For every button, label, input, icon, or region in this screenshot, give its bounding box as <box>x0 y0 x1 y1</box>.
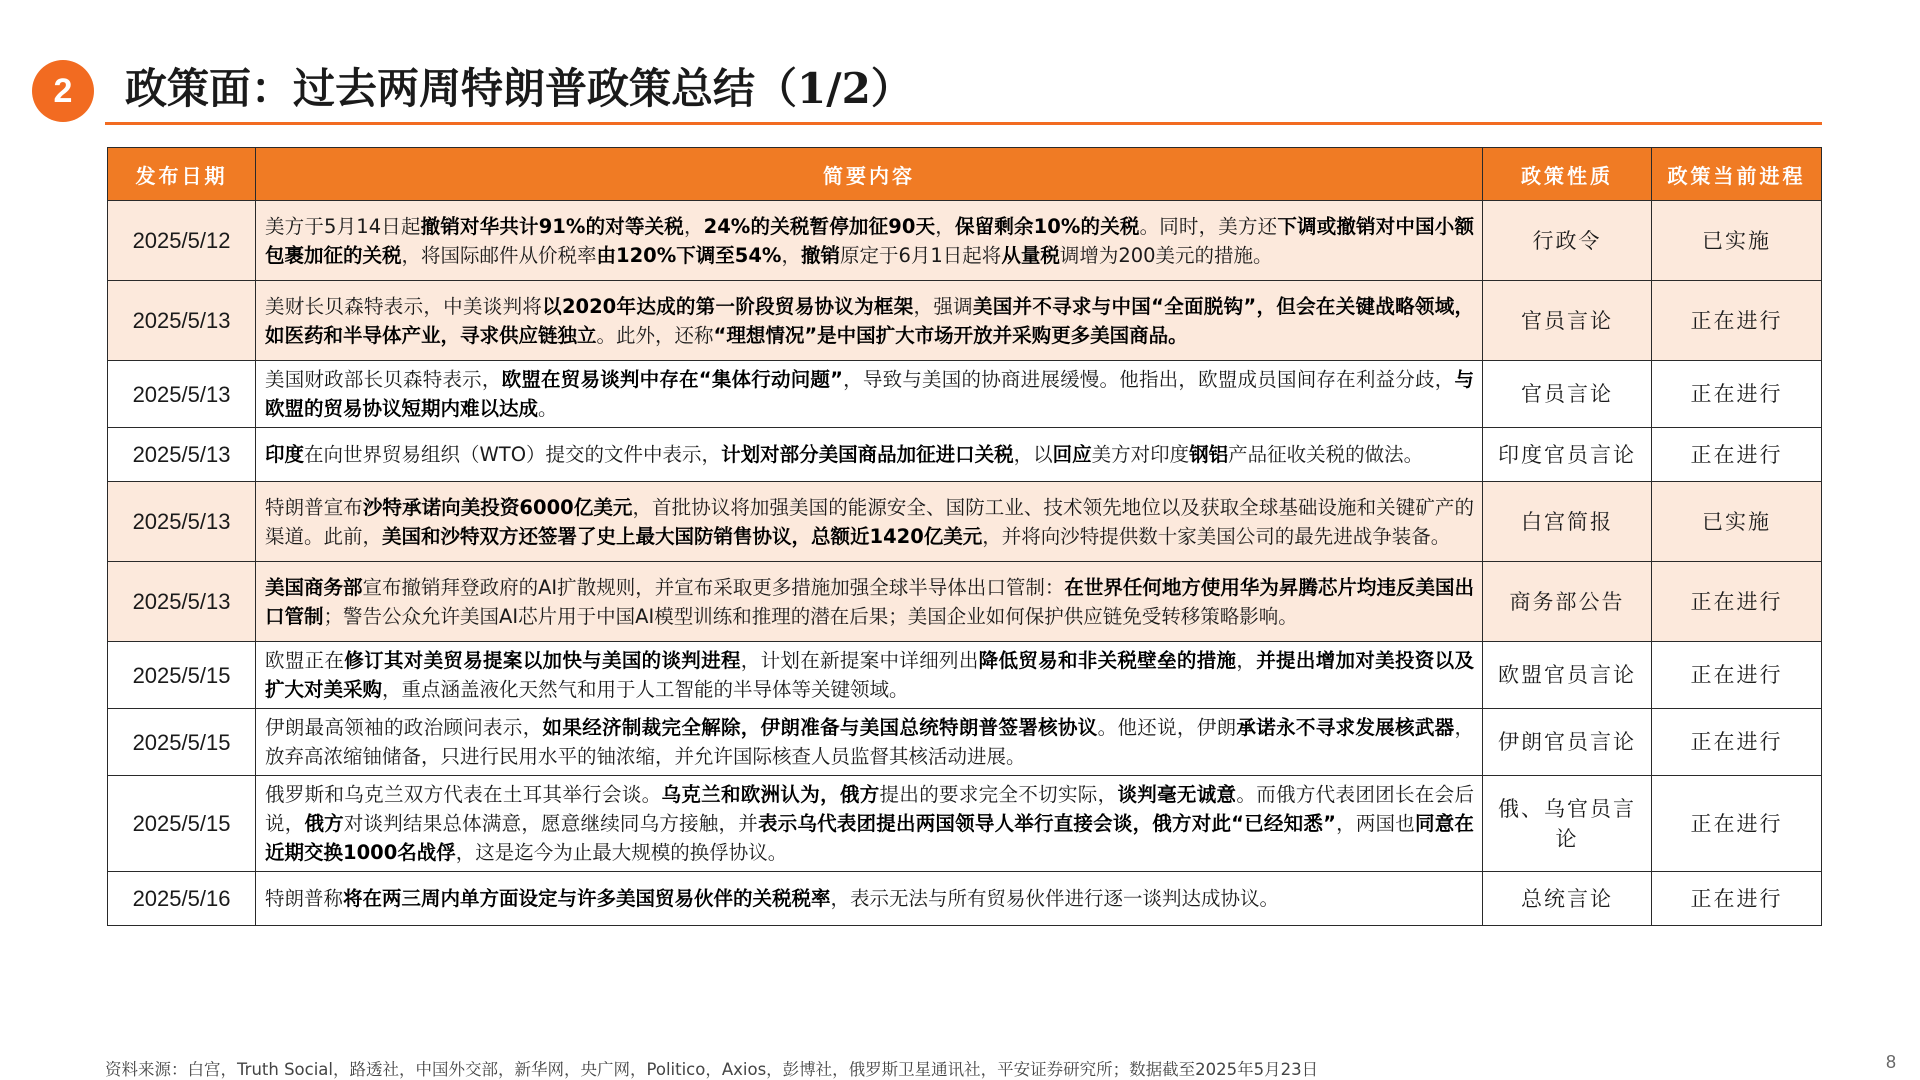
cell-date: 2025/5/13 <box>108 281 256 361</box>
content-highlight: 美国和沙特双方还签署了史上最大国防销售协议，总额近1420亿美元 <box>382 524 983 548</box>
column-header-date: 发布日期 <box>108 148 256 201</box>
content-text: 。此外，还称 <box>596 323 714 347</box>
content-text: 对谈判结果总体满意，愿意继续同乌方接触，并 <box>343 812 758 835</box>
column-header-nature: 政策性质 <box>1483 148 1652 201</box>
content-highlight: 钢铝 <box>1189 443 1229 466</box>
cell-date: 2025/5/16 <box>108 872 256 926</box>
cell-policy-progress: 正在进行 <box>1652 562 1822 642</box>
cell-date: 2025/5/15 <box>108 776 256 872</box>
table-body <box>108 201 1822 926</box>
content-text: 欧盟正在 <box>265 649 345 672</box>
content-highlight: 降低贸易和非关税壁垒的措施 <box>978 649 1237 672</box>
content-text: 伊朗最高领袖的政治顾问表示， <box>265 716 543 739</box>
table-row <box>108 562 1822 642</box>
content-text: 原定于6月1日起将 <box>839 243 1002 267</box>
content-highlight: 撤销 <box>800 243 840 267</box>
cell-content <box>256 776 1483 872</box>
content-text: ， <box>935 214 955 238</box>
cell-content <box>256 482 1483 562</box>
content-highlight: 印度 <box>265 443 305 466</box>
table-row <box>108 281 1822 361</box>
cell-policy-progress: 正在进行 <box>1652 776 1822 872</box>
content-text: ，两国也 <box>1335 812 1415 835</box>
content-text: ， <box>683 214 704 238</box>
cell-policy-progress: 正在进行 <box>1652 428 1822 482</box>
cell-policy-nature: 行政令 <box>1483 201 1652 281</box>
content-highlight: 乌克兰和欧洲认为，俄方 <box>661 783 880 806</box>
content-text: 调增为200美元的措施。 <box>1059 243 1273 267</box>
content-text: 。 <box>538 397 558 420</box>
content-highlight: 美国并不寻求与中国“全面脱钩”，但会在关键战略领域，如医药和半导体产业，寻求供应链独立 <box>265 294 1474 347</box>
table-header-row <box>108 148 1822 201</box>
table-row <box>108 642 1822 709</box>
content-text: 美国财政部长贝森特表示， <box>265 368 502 391</box>
page-title: 政策面：过去两周特朗普政策总结（1/2） <box>125 64 913 113</box>
content-highlight: 撤销对华共计91%的对等关税 <box>420 214 684 238</box>
page-number: 8 <box>1885 1052 1896 1072</box>
cell-policy-progress: 正在进行 <box>1652 709 1822 776</box>
cell-content <box>256 361 1483 428</box>
content-highlight: 从量税 <box>1001 243 1060 267</box>
cell-policy-nature: 印度官员言论 <box>1483 428 1652 482</box>
table-row <box>108 709 1822 776</box>
content-text: ，首批协议将加强美国的能源安全、国防工业、技术领先地位以及获取全球基础设施和关键矿产的渠道。此前， <box>265 495 1474 548</box>
content-text: 产品征收关税的做法。 <box>1228 443 1424 466</box>
content-highlight: 沙特承诺向美投资6000亿美元 <box>362 495 633 519</box>
content-text: ，表示无法与所有贸易伙伴进行逐一谈判达成协议。 <box>830 887 1280 910</box>
content-highlight: 保留剩余10%的关税 <box>954 214 1140 238</box>
cell-content <box>256 642 1483 709</box>
content-highlight: 在世界任何地方使用华为昇腾芯片均违反美国出口管制 <box>265 575 1474 628</box>
cell-policy-progress: 正在进行 <box>1652 361 1822 428</box>
content-highlight: “理想情况”是中国扩大市场开放并采购更多美国商品。 <box>713 323 1188 347</box>
column-header-content: 简要内容 <box>256 148 1483 201</box>
column-header-progress: 政策当前进程 <box>1652 148 1822 201</box>
content-highlight: 修订其对美贸易提案以加快与美国的谈判进程 <box>344 649 741 672</box>
table-row <box>108 776 1822 872</box>
content-text: ，导致与美国的协商进展缓慢。他指出，欧盟成员国间存在利益分歧， <box>842 368 1455 391</box>
content-highlight: 24%的关税暂停加征90天 <box>703 214 936 238</box>
content-highlight: 与欧盟的贸易协议短期内难以达成 <box>265 368 1474 420</box>
cell-content <box>256 562 1483 642</box>
content-text: 。而俄方代表团团长在会后说， <box>265 783 1474 835</box>
content-highlight: 以2020年达成的第一阶段贸易协议为框架 <box>542 294 914 318</box>
cell-content <box>256 872 1483 926</box>
content-highlight: 如果经济制裁完全解除，伊朗准备与美国总统特朗普签署核协议 <box>542 716 1098 739</box>
cell-policy-nature: 总统言论 <box>1483 872 1652 926</box>
content-text: ，并将向沙特提供数十家美国公司的最先进战争装备。 <box>982 524 1451 548</box>
cell-content <box>256 281 1483 361</box>
section-number-badge: 2 <box>32 60 94 122</box>
content-highlight: 谈判毫无诚意 <box>1117 783 1237 806</box>
content-highlight: 计划对部分美国商品加征进口关税 <box>721 443 1014 466</box>
cell-policy-nature: 官员言论 <box>1483 361 1652 428</box>
content-text: ，放弃高浓缩铀储备，只进行民用水平的铀浓缩，并允许国际核查人员监督其核活动进展。 <box>265 716 1474 768</box>
content-highlight: 将在两三周内单方面设定与许多美国贸易伙伴的关税税率 <box>343 887 831 910</box>
cell-date: 2025/5/12 <box>108 201 256 281</box>
cell-policy-progress: 已实施 <box>1652 482 1822 562</box>
policy-summary-table <box>107 147 1822 926</box>
content-highlight: 俄方 <box>304 812 344 835</box>
content-text: 美方对印度 <box>1091 443 1190 466</box>
content-text: ， <box>1236 649 1257 672</box>
cell-date: 2025/5/15 <box>108 642 256 709</box>
cell-policy-nature: 欧盟官员言论 <box>1483 642 1652 709</box>
content-text: ，将国际邮件从价税率 <box>401 243 597 267</box>
content-highlight: 欧盟在贸易谈判中存在“集体行动问题” <box>501 368 843 391</box>
content-highlight: 由120%下调至54% <box>596 243 782 267</box>
cell-content <box>256 201 1483 281</box>
table-row <box>108 872 1822 926</box>
content-text: ，计划在新提案中详细列出 <box>740 649 979 672</box>
content-text: ，以 <box>1013 443 1053 466</box>
content-text: ；警告公众允许美国AI芯片用于中国AI模型训练和推理的潜在后果；美国企业如何保护供应链免受转移策略影响。 <box>323 604 1298 628</box>
cell-policy-progress: 正在进行 <box>1652 642 1822 709</box>
cell-policy-progress: 正在进行 <box>1652 281 1822 361</box>
table-row <box>108 482 1822 562</box>
content-text: ，强调 <box>913 294 973 318</box>
content-text: 。同时，美方还 <box>1139 214 1278 238</box>
cell-policy-nature: 官员言论 <box>1483 281 1652 361</box>
cell-policy-nature: 白宫简报 <box>1483 482 1652 562</box>
cell-date: 2025/5/13 <box>108 361 256 428</box>
content-text: 美财长贝森特表示，中美谈判将 <box>265 294 543 318</box>
content-text: 。他还说，伊朗 <box>1097 716 1237 739</box>
content-text: 特朗普宣布 <box>265 495 363 519</box>
content-text: ，这是迄今为止最大规模的换俘协议。 <box>455 841 788 864</box>
content-text: 在向世界贸易组织（WTO）提交的文件中表示， <box>304 443 722 466</box>
table-row <box>108 201 1822 281</box>
content-text: ，重点涵盖液化天然气和用于人工智能的半导体等关键领域。 <box>382 678 909 701</box>
cell-policy-progress: 已实施 <box>1652 201 1822 281</box>
content-highlight: 下调或撤销对中国小额包裹加征的关税 <box>265 214 1474 267</box>
content-highlight: 并提出增加对美投资以及扩大对美采购 <box>265 649 1474 701</box>
cell-policy-progress: 正在进行 <box>1652 872 1822 926</box>
table-row <box>108 428 1822 482</box>
cell-date: 2025/5/13 <box>108 562 256 642</box>
content-highlight: 表示乌代表团提出两国领导人举行直接会谈，俄方对此“已经知悉” <box>757 812 1336 835</box>
cell-policy-nature: 商务部公告 <box>1483 562 1652 642</box>
cell-date: 2025/5/15 <box>108 709 256 776</box>
content-text: ， <box>781 243 801 267</box>
content-highlight: 美国商务部 <box>265 575 363 599</box>
content-highlight: 承诺永不寻求发展核武器 <box>1236 716 1455 739</box>
cell-date: 2025/5/13 <box>108 428 256 482</box>
content-text: 美方于5月14日起 <box>265 214 421 238</box>
content-text: 宣布撤销拜登政府的AI扩散规则，并宣布采取更多措施加强全球半导体出口管制： <box>362 575 1065 599</box>
cell-policy-nature: 伊朗官员言论 <box>1483 709 1652 776</box>
content-text: 俄罗斯和乌克兰双方代表在土耳其举行会谈。 <box>265 783 662 806</box>
policy-table-container <box>107 147 1821 926</box>
cell-content <box>256 709 1483 776</box>
content-highlight: 同意在近期交换1000名战俘 <box>265 812 1474 864</box>
content-text: 特朗普称 <box>265 887 344 910</box>
title-divider <box>105 122 1822 125</box>
content-text: 提出的要求完全不切实际， <box>879 783 1118 806</box>
table-row <box>108 361 1822 428</box>
source-note: 资料来源：白宫，Truth Social，路透社，中国外交部，新华网，央广网，Politico，Axios，彭博社，俄罗斯卫星通讯社，平安证券研究所；数据截至2025年5月23日 <box>105 1060 1319 1079</box>
cell-policy-nature: 俄、乌官员言论 <box>1483 776 1652 872</box>
content-highlight: 回应 <box>1052 443 1092 466</box>
cell-content <box>256 428 1483 482</box>
cell-date: 2025/5/13 <box>108 482 256 562</box>
